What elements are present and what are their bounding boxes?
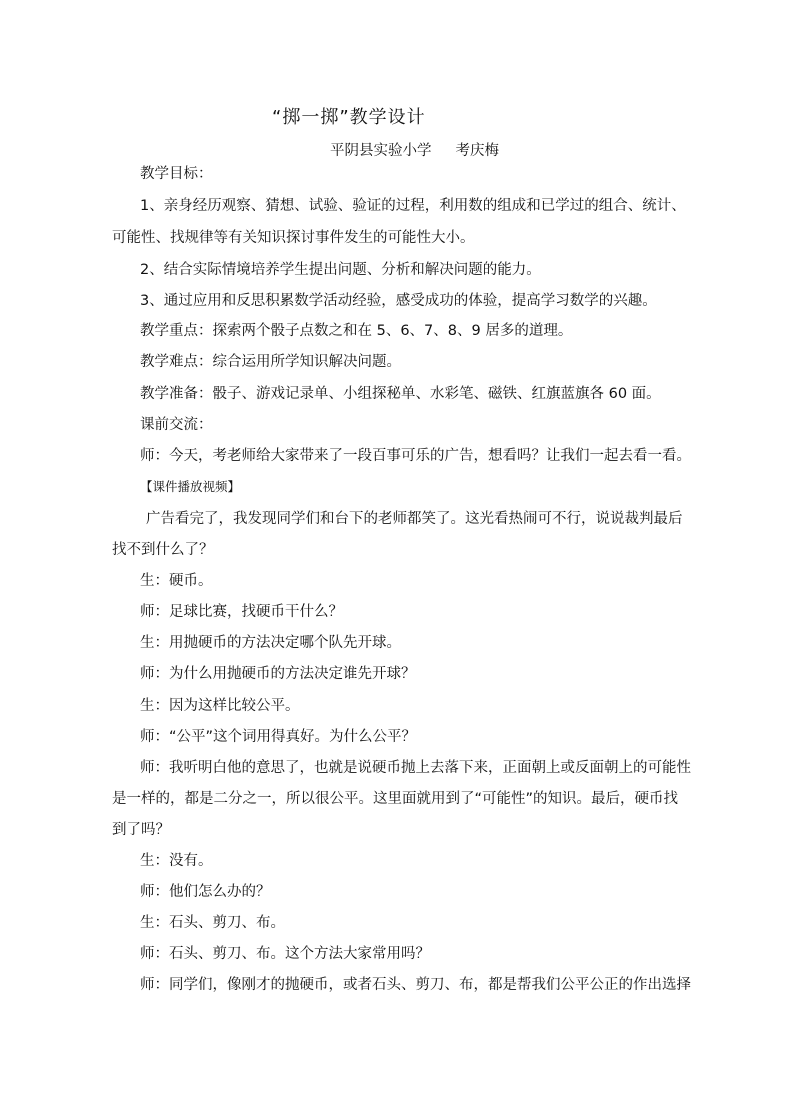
dialogue-line: 师：我听明白他的意思了，也就是说硬币抛上去落下来，正面朝上或反面朝上的可能性 bbox=[140, 760, 691, 776]
paragraph-line: 2、结合实际情境培养学生提出问题、分析和解决问题的能力。 bbox=[140, 262, 541, 278]
author-name: 考庆梅 bbox=[455, 143, 499, 159]
document-title: “掷一掷”教学设计 bbox=[272, 107, 426, 128]
school-name: 平阴县实验小学 bbox=[330, 143, 432, 159]
paragraph-line: 教学目标： bbox=[140, 166, 213, 182]
paragraph-line: 找不到什么了？ bbox=[112, 542, 214, 558]
dialogue-line: 生：没有。 bbox=[140, 853, 213, 869]
paragraph-line: 师：今天，考老师给大家带来了一段百事可乐的广告，想看吗？让我们一起去看一看。 bbox=[140, 448, 691, 464]
paragraph-line: 教学难点：综合运用所学知识解决问题。 bbox=[140, 354, 401, 370]
paragraph-line: 课前交流： bbox=[140, 417, 213, 433]
dialogue-line: 生：因为这样比较公平。 bbox=[140, 698, 300, 714]
paragraph-line: 到了吗？ bbox=[112, 822, 170, 838]
paragraph-line: 可能性、找规律等有关知识探讨事件发生的可能性大小。 bbox=[112, 230, 475, 246]
dialogue-line: 生：石头、剪刀、布。 bbox=[140, 915, 285, 931]
dialogue-line: 师：石头、剪刀、布。这个方法大家常用吗？ bbox=[140, 946, 430, 962]
dialogue-line: 生：硬币。 bbox=[140, 573, 213, 589]
dialogue-line: 师：足球比赛，找硬币干什么？ bbox=[140, 604, 343, 620]
media-cue: 【课件播放视频】 bbox=[140, 479, 241, 494]
dialogue-line: 生：用抛硬币的方法决定哪个队先开球。 bbox=[140, 635, 401, 651]
paragraph-line: 教学重点：探索两个骰子点数之和在 5、6、7、8、9 居多的道理。 bbox=[140, 323, 573, 339]
paragraph-line: 是一样的，都是二分之一，所以很公平。这里面就用到了“可能性”的知识。最后，硬币找 bbox=[112, 791, 679, 807]
dialogue-line: 师：他们怎么办的？ bbox=[140, 884, 271, 900]
paragraph-line: 教学准备：骰子、游戏记录单、小组探秘单、水彩笔、磁铁、红旗蓝旗各 60 面。 bbox=[140, 386, 661, 402]
paragraph-line: 广告看完了，我发现同学们和台下的老师都笑了。这光看热闹可不行，说说裁判最后 bbox=[146, 511, 683, 527]
dialogue-line: 师：为什么用抛硬币的方法决定谁先开球？ bbox=[140, 666, 416, 682]
paragraph-line: 3、通过应用和反思积累数学活动经验，感受成功的体验，提高学习数学的兴趣。 bbox=[140, 293, 657, 309]
dialogue-line: 师：同学们，像刚才的抛硬币，或者石头、剪刀、布，都是帮我们公平公正的作出选择 bbox=[140, 977, 691, 993]
byline bbox=[330, 139, 499, 160]
dialogue-line: 师：“公平”这个词用得真好。为什么公平？ bbox=[140, 729, 417, 745]
paragraph-line: 1、亲身经历观察、猜想、试验、验证的过程，利用数的组成和已学过的组合、统计、 bbox=[140, 198, 686, 214]
